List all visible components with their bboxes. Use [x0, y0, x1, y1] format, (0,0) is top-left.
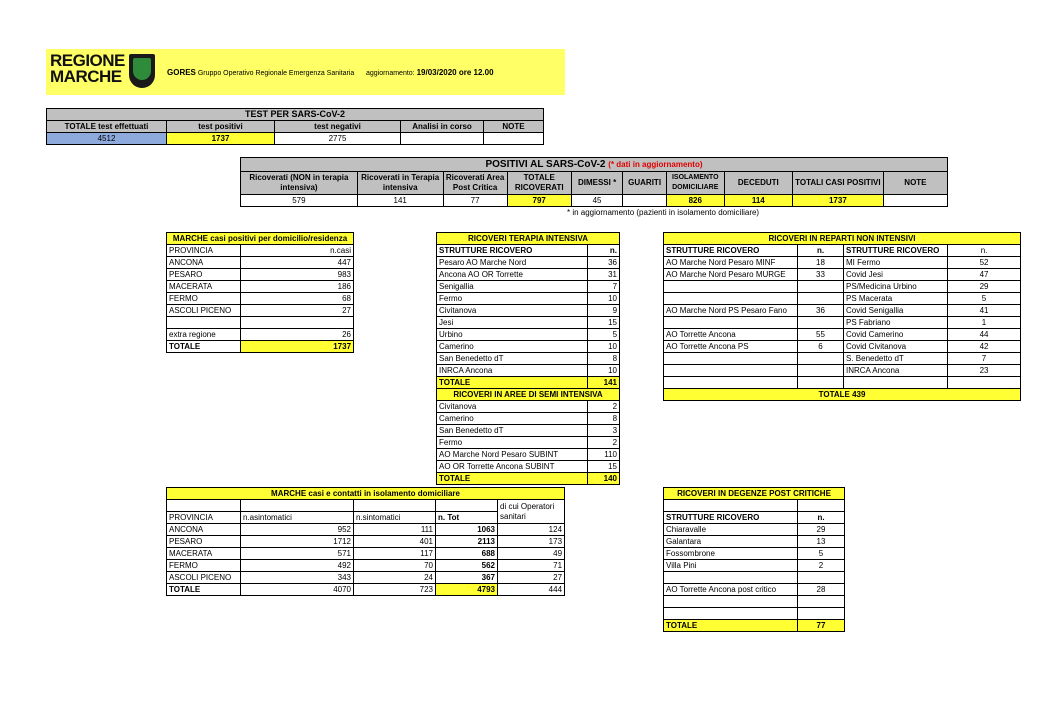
- province-name: FERMO: [167, 560, 241, 572]
- positives-header: NOTE: [883, 172, 947, 195]
- update-value: 19/03/2020 ore 12.00: [416, 68, 494, 77]
- facility-count: [798, 281, 844, 293]
- facility-count: 33: [798, 269, 844, 281]
- facility-name: [664, 365, 798, 377]
- table-row: [664, 293, 1021, 305]
- facility-count: 8: [588, 353, 620, 365]
- cases-col-header: n.casi: [241, 245, 354, 257]
- org-full-name: Gruppo Operativo Regionale Emergenza Sanitaria: [197, 70, 355, 77]
- facility-count: [798, 353, 844, 365]
- post-critical-n-header: n.: [798, 512, 845, 524]
- facility-count: 10: [588, 293, 620, 305]
- facility-name: AO Torrette Ancona: [664, 329, 798, 341]
- table-row: [437, 449, 620, 461]
- isolation-header: n. Tot: [436, 512, 498, 524]
- non-icu-col-header: STRUTTURE RICOVERO: [844, 245, 948, 257]
- province-total-value: 1737: [241, 341, 354, 353]
- positives-header: Ricoverati in Terapia intensiva: [357, 172, 443, 195]
- isolation-total-count: 4793: [436, 584, 498, 596]
- province-name: PESARO: [167, 269, 241, 281]
- table-row: [437, 425, 620, 437]
- table-row: [664, 524, 845, 536]
- isolation-header-staff: di cui Operatori sanitari: [498, 500, 565, 524]
- table-row: [437, 413, 620, 425]
- table-row: [167, 548, 565, 560]
- province-cases: [241, 317, 354, 329]
- facility-name: Covid Civitanova: [844, 341, 948, 353]
- table-row: [437, 461, 620, 473]
- facility-count: 10: [588, 365, 620, 377]
- positives-value: 579: [241, 195, 358, 207]
- positives-value: 1737: [792, 195, 883, 207]
- isolation-header: PROVINCIA: [167, 512, 241, 524]
- facility-count: 2: [588, 437, 620, 449]
- staff-count: 124: [498, 524, 565, 536]
- facility-count: 52: [948, 257, 1021, 269]
- tests-title: TEST PER SARS-CoV-2: [47, 109, 544, 121]
- facility-count: 23: [948, 365, 1021, 377]
- positives-header: Ricoverati Area Post Critica: [443, 172, 507, 195]
- total-count: 2113: [436, 536, 498, 548]
- header-banner: [46, 49, 565, 95]
- table-row: [167, 317, 354, 329]
- table-row: [437, 401, 620, 413]
- facility-count: 47: [948, 269, 1021, 281]
- facility-name: [664, 353, 798, 365]
- icu-col-header: STRUTTURE RICOVERO: [437, 245, 588, 257]
- table-row: [167, 572, 565, 584]
- facility-count: [798, 596, 845, 608]
- isolation-total-label: TOTALE: [167, 584, 241, 596]
- isolation-total-asymptomatic: 4070: [241, 584, 354, 596]
- province-name: ANCONA: [167, 257, 241, 269]
- table-row: [437, 317, 620, 329]
- facility-name: PS Fabriano: [844, 317, 948, 329]
- icu-total-label: TOTALE: [437, 377, 588, 389]
- facility-name: PS Macerata: [844, 293, 948, 305]
- province-cases: 27: [241, 305, 354, 317]
- table-row: [664, 584, 845, 596]
- table-row: [167, 536, 565, 548]
- non-icu-table: [663, 232, 1021, 401]
- facility-count: 36: [588, 257, 620, 269]
- facility-count: 5: [798, 548, 845, 560]
- positives-title-note: (* dati in aggiornamento): [608, 160, 703, 169]
- facility-name: Covid Senigallia: [844, 305, 948, 317]
- facility-name: [664, 596, 798, 608]
- province-name: ASCOLI PICENO: [167, 305, 241, 317]
- facility-count: 18: [798, 257, 844, 269]
- isolation-header: n.asintomatici: [241, 512, 354, 524]
- tests-pending-value: [401, 133, 484, 145]
- facility-count: 6: [798, 341, 844, 353]
- table-row: [167, 560, 565, 572]
- non-icu-col-header: STRUTTURE RICOVERO: [664, 245, 798, 257]
- province-name: PESARO: [167, 536, 241, 548]
- facility-name: Chiaravalle: [664, 524, 798, 536]
- province-cases-table: [166, 232, 354, 353]
- post-critical-spacer: [798, 500, 845, 512]
- table-row: [437, 365, 620, 377]
- facility-count: 9: [588, 305, 620, 317]
- logo-line2: MARCHE: [50, 67, 122, 86]
- facility-name: Covid Jesi: [844, 269, 948, 281]
- isolation-spacer: [167, 500, 241, 512]
- facility-name: AO Marche Nord Pesaro MURGE: [664, 269, 798, 281]
- icu-table: [436, 232, 620, 485]
- province-name: MACERATA: [167, 281, 241, 293]
- table-row: [437, 329, 620, 341]
- table-row: [664, 257, 1021, 269]
- tests-total-value: 4512: [47, 133, 167, 145]
- table-row: [664, 608, 845, 620]
- asymptomatic-count: 571: [241, 548, 354, 560]
- positives-value: 45: [571, 195, 623, 207]
- facility-count: [798, 293, 844, 305]
- facility-count: 5: [948, 293, 1021, 305]
- province-cases: 447: [241, 257, 354, 269]
- facility-name: [664, 293, 798, 305]
- facility-count: 44: [948, 329, 1021, 341]
- isolation-table: [166, 487, 565, 596]
- table-row: [437, 341, 620, 353]
- province-name: ANCONA: [167, 524, 241, 536]
- positives-header: Ricoverati (NON in terapia intensiva): [241, 172, 358, 195]
- facility-count: 28: [798, 584, 845, 596]
- facility-count: 3: [588, 425, 620, 437]
- isolation-spacer: [354, 500, 436, 512]
- table-row: [664, 269, 1021, 281]
- table-row: [664, 560, 845, 572]
- icu-total-value: 141: [588, 377, 620, 389]
- symptomatic-count: 117: [354, 548, 436, 560]
- symptomatic-count: 401: [354, 536, 436, 548]
- province-cases: 26: [241, 329, 354, 341]
- facility-name: San Benedetto dT: [437, 353, 588, 365]
- post-critical-total-value: 77: [798, 620, 845, 632]
- facility-count: 29: [948, 281, 1021, 293]
- table-row: [167, 257, 354, 269]
- non-icu-title: RICOVERI IN REPARTI NON INTENSIVI: [664, 233, 1021, 245]
- total-count: 688: [436, 548, 498, 560]
- facility-count: 2: [798, 560, 845, 572]
- province-name: [167, 317, 241, 329]
- positives-value: [623, 195, 666, 207]
- tests-table: [46, 108, 544, 145]
- facility-count: 8: [588, 413, 620, 425]
- facility-name: S. Benedetto dT: [844, 353, 948, 365]
- facility-name: Senigallia: [437, 281, 588, 293]
- table-row: [664, 353, 1021, 365]
- province-cases-title: MARCHE casi positivi per domicilio/residenza: [167, 233, 354, 245]
- facility-name: [664, 377, 798, 389]
- isolation-title: MARCHE casi e contatti in isolamento domiciliare: [167, 488, 565, 500]
- region-logo-text: [50, 53, 125, 85]
- post-critical-table: [663, 487, 845, 632]
- symptomatic-count: 111: [354, 524, 436, 536]
- non-icu-total: TOTALE 439: [664, 389, 1021, 401]
- asymptomatic-count: 952: [241, 524, 354, 536]
- positives-header: TOTALE RICOVERATI: [507, 172, 571, 195]
- asymptomatic-count: 492: [241, 560, 354, 572]
- facility-name: AO Marche Nord Pesaro SUBINT: [437, 449, 588, 461]
- non-icu-n-header: n.: [798, 245, 844, 257]
- positives-value: 826: [666, 195, 724, 207]
- table-row: [437, 305, 620, 317]
- province-total-label: TOTALE: [167, 341, 241, 353]
- facility-name: Ancona AO OR Torrette: [437, 269, 588, 281]
- update-label: aggiornamento:: [365, 70, 415, 77]
- facility-name: AO OR Torrette Ancona SUBINT: [437, 461, 588, 473]
- facility-name: Pesaro AO Marche Nord: [437, 257, 588, 269]
- facility-count: 55: [798, 329, 844, 341]
- facility-name: INRCA Ancona: [844, 365, 948, 377]
- facility-name: Urbino: [437, 329, 588, 341]
- table-row: [664, 572, 845, 584]
- table-row: [664, 281, 1021, 293]
- facility-name: [664, 317, 798, 329]
- table-row: [167, 281, 354, 293]
- province-cases: 983: [241, 269, 354, 281]
- facility-name: [664, 608, 798, 620]
- staff-count: 71: [498, 560, 565, 572]
- total-count: 562: [436, 560, 498, 572]
- province-name: extra regione: [167, 329, 241, 341]
- total-count: 367: [436, 572, 498, 584]
- positives-header: DIMESSI *: [571, 172, 623, 195]
- table-row: [437, 257, 620, 269]
- facility-count: 15: [588, 317, 620, 329]
- facility-name: [844, 377, 948, 389]
- facility-name: Civitanova: [437, 305, 588, 317]
- facility-count: 1: [948, 317, 1021, 329]
- header-info: [167, 68, 494, 77]
- symptomatic-count: 24: [354, 572, 436, 584]
- facility-name: Fossombrone: [664, 548, 798, 560]
- table-row: [664, 377, 1021, 389]
- table-row: [167, 305, 354, 317]
- non-icu-n-header: n.: [948, 245, 1021, 257]
- tests-header: NOTE: [484, 121, 544, 133]
- table-row: [664, 329, 1021, 341]
- facility-name: AO Marche Nord Pesaro MINF: [664, 257, 798, 269]
- isolation-spacer: [241, 500, 354, 512]
- post-critical-total-label: TOTALE: [664, 620, 798, 632]
- positives-value: 141: [357, 195, 443, 207]
- province-name: MACERATA: [167, 548, 241, 560]
- facility-count: 31: [588, 269, 620, 281]
- facility-name: Villa Pini: [664, 560, 798, 572]
- table-row: [437, 269, 620, 281]
- post-critical-col-header: STRUTTURE RICOVERO: [664, 512, 798, 524]
- semi-icu-title: RICOVERI IN AREE DI SEMI INTENSIVA: [437, 389, 620, 401]
- table-row: [167, 329, 354, 341]
- table-row: [664, 317, 1021, 329]
- positives-header: GUARITI: [623, 172, 666, 195]
- facility-count: 29: [798, 524, 845, 536]
- asymptomatic-count: 1712: [241, 536, 354, 548]
- province-col-header: PROVINCIA: [167, 245, 241, 257]
- org-name: GORES: [167, 68, 196, 77]
- table-row: [664, 305, 1021, 317]
- facility-count: 110: [588, 449, 620, 461]
- positives-title: POSITIVI AL SARS-CoV-2: [485, 159, 606, 170]
- tests-note-value: [484, 133, 544, 145]
- facility-count: [798, 377, 844, 389]
- table-row: [437, 353, 620, 365]
- table-row: [664, 341, 1021, 353]
- facility-name: Covid Camerino: [844, 329, 948, 341]
- table-row: [664, 365, 1021, 377]
- facility-count: [798, 608, 845, 620]
- facility-name: INRCA Ancona: [437, 365, 588, 377]
- post-critical-spacer: [664, 500, 798, 512]
- facility-name: Fermo: [437, 437, 588, 449]
- facility-name: PS/Medicina Urbino: [844, 281, 948, 293]
- province-cases: 68: [241, 293, 354, 305]
- facility-name: Galantara: [664, 536, 798, 548]
- facility-name: Civitanova: [437, 401, 588, 413]
- positives-value: 797: [507, 195, 571, 207]
- facility-name: Jesi: [437, 317, 588, 329]
- tests-negative-value: 2775: [275, 133, 401, 145]
- tests-header: TOTALE test effettuati: [47, 121, 167, 133]
- positives-footnote: * in aggiornamento (pazienti in isolamento domiciliare): [567, 208, 760, 217]
- table-row: [167, 269, 354, 281]
- table-row: [664, 536, 845, 548]
- icu-title: RICOVERI TERAPIA INTENSIVA: [437, 233, 620, 245]
- facility-name: MI Fermo: [844, 257, 948, 269]
- facility-name: AO Torrette Ancona post critico: [664, 584, 798, 596]
- asymptomatic-count: 343: [241, 572, 354, 584]
- isolation-total-symptomatic: 723: [354, 584, 436, 596]
- facility-count: 10: [588, 341, 620, 353]
- table-row: [167, 293, 354, 305]
- table-row: [437, 293, 620, 305]
- facility-name: Camerino: [437, 341, 588, 353]
- tests-header: Analisi in corso: [401, 121, 484, 133]
- facility-name: San Benedetto dT: [437, 425, 588, 437]
- facility-name: AO Torrette Ancona PS: [664, 341, 798, 353]
- positives-value: 77: [443, 195, 507, 207]
- positives-title-cell: [241, 158, 948, 172]
- facility-count: 7: [948, 353, 1021, 365]
- province-cases: 186: [241, 281, 354, 293]
- facility-count: [798, 365, 844, 377]
- facility-name: [664, 281, 798, 293]
- facility-count: 2: [588, 401, 620, 413]
- table-row: [437, 281, 620, 293]
- facility-name: Camerino: [437, 413, 588, 425]
- table-row: [167, 524, 565, 536]
- staff-count: 173: [498, 536, 565, 548]
- facility-count: 5: [588, 329, 620, 341]
- province-name: ASCOLI PICENO: [167, 572, 241, 584]
- positives-value: 114: [724, 195, 792, 207]
- post-critical-title: RICOVERI IN DEGENZE POST CRITICHE: [664, 488, 845, 500]
- tests-header: test positivi: [167, 121, 275, 133]
- logo-line1: REGIONE: [50, 51, 125, 70]
- positives-header: TOTALI CASI POSITIVI: [792, 172, 883, 195]
- facility-name: [664, 572, 798, 584]
- facility-name: Fermo: [437, 293, 588, 305]
- staff-count: 49: [498, 548, 565, 560]
- table-row: [664, 596, 845, 608]
- semi-icu-total-value: 140: [588, 473, 620, 485]
- facility-count: [798, 317, 844, 329]
- facility-count: 7: [588, 281, 620, 293]
- positives-table: [240, 157, 948, 207]
- region-shield-icon: [129, 54, 155, 88]
- isolation-total-staff: 444: [498, 584, 565, 596]
- semi-icu-total-label: TOTALE: [437, 473, 588, 485]
- facility-count: 41: [948, 305, 1021, 317]
- facility-count: [948, 377, 1021, 389]
- isolation-spacer: [436, 500, 498, 512]
- icu-n-header: n.: [588, 245, 620, 257]
- staff-count: 27: [498, 572, 565, 584]
- tests-positive-value: 1737: [167, 133, 275, 145]
- positives-header: ISOLAMENTO DOMICILIARE: [666, 172, 724, 195]
- positives-header: DECEDUTI: [724, 172, 792, 195]
- facility-count: 13: [798, 536, 845, 548]
- positives-value: [883, 195, 947, 207]
- facility-name: AO Marche Nord PS Pesaro Fano: [664, 305, 798, 317]
- facility-count: 36: [798, 305, 844, 317]
- tests-header: test negativi: [275, 121, 401, 133]
- symptomatic-count: 70: [354, 560, 436, 572]
- isolation-header: n.sintomatici: [354, 512, 436, 524]
- total-count: 1063: [436, 524, 498, 536]
- table-row: [437, 437, 620, 449]
- facility-count: [798, 572, 845, 584]
- table-row: [664, 548, 845, 560]
- facility-count: 15: [588, 461, 620, 473]
- province-name: FERMO: [167, 293, 241, 305]
- facility-count: 42: [948, 341, 1021, 353]
